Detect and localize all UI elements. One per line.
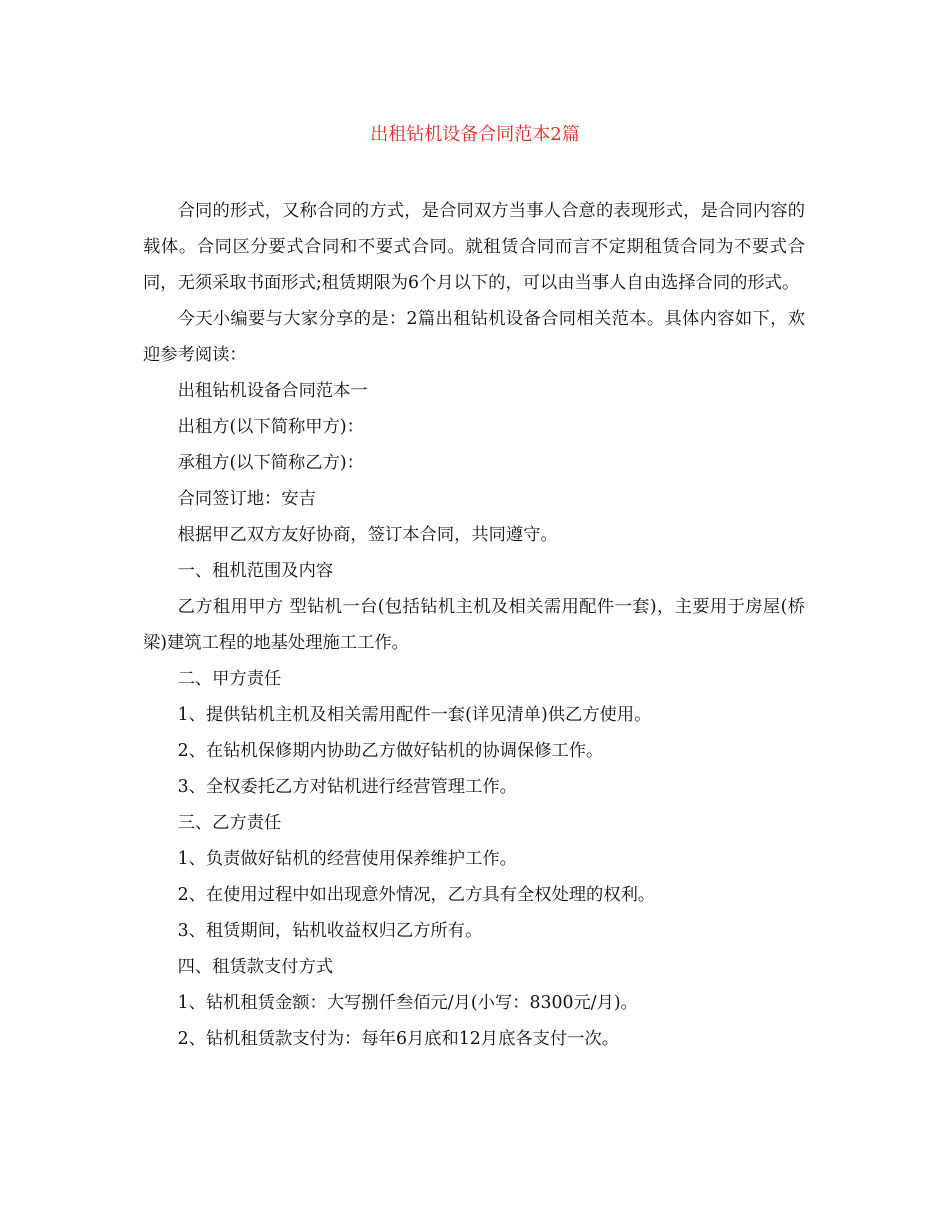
section-heading-party-b: 三、乙方责任	[177, 813, 282, 833]
list-item-party-a-2: 2、在钻机保修期内协助乙方做好钻机的协调保修工作。	[177, 741, 604, 761]
paragraph-intro: 合同的形式，又称合同的方式，是合同双方当事人合意的表现形式，是合同内容的载体。合同区分要式合同和不要式合同。就租赁合同而言不定期租赁合同为不要式合同，无须采取书面形式;租赁期限为6个月以下的，可以由当事人自由选择合同的形式。	[143, 201, 805, 293]
section-heading-scope: 一、租机范围及内容	[177, 561, 334, 581]
list-item-party-b-3: 3、租赁期间，钻机收益权归乙方所有。	[177, 921, 483, 941]
paragraph-agreement: 根据甲乙双方友好协商，签订本合同，共同遵守。	[177, 525, 558, 545]
section-heading-payment: 四、租赁款支付方式	[177, 957, 334, 977]
list-item-party-a-1: 1、提供钻机主机及相关需用配件一套(详见清单)供乙方使用。	[177, 705, 652, 725]
paragraph-lessee: 承租方(以下简称乙方)：	[177, 453, 364, 473]
list-item-payment-2: 2、钻机租赁款支付为：每年6月底和12月底各支付一次。	[177, 1029, 620, 1049]
list-item-party-b-2: 2、在使用过程中如出现意外情况，乙方具有全权处理的权利。	[177, 885, 656, 905]
list-item-party-b-1: 1、负责做好钻机的经营使用保养维护工作。	[177, 849, 517, 869]
document-body	[143, 193, 805, 1057]
paragraph-share: 今天小编要与大家分享的是：2篇出租钻机设备合同相关范本。具体内容如下，欢迎参考阅读：	[143, 309, 805, 365]
paragraph-contract-one-heading: 出租钻机设备合同范本一	[177, 381, 368, 401]
list-item-payment-1: 1、钻机租赁金额：大写捌仟叁佰元/月(小写：8300元/月)。	[177, 993, 638, 1013]
paragraph-signing-place: 合同签订地：安吉	[177, 489, 316, 509]
section-heading-party-a: 二、甲方责任	[177, 669, 282, 689]
list-item-party-a-3: 3、全权委托乙方对钻机进行经营管理工作。	[177, 777, 517, 797]
document-title: 出租钻机设备合同范本2篇	[370, 124, 580, 145]
paragraph-lessor: 出租方(以下简称甲方)：	[177, 417, 364, 437]
paragraph-scope: 乙方租用甲方 型钻机一台(包括钻机主机及相关需用配件一套)，主要用于房屋(桥梁)建筑工程的地基处理施工工作。	[143, 597, 805, 653]
